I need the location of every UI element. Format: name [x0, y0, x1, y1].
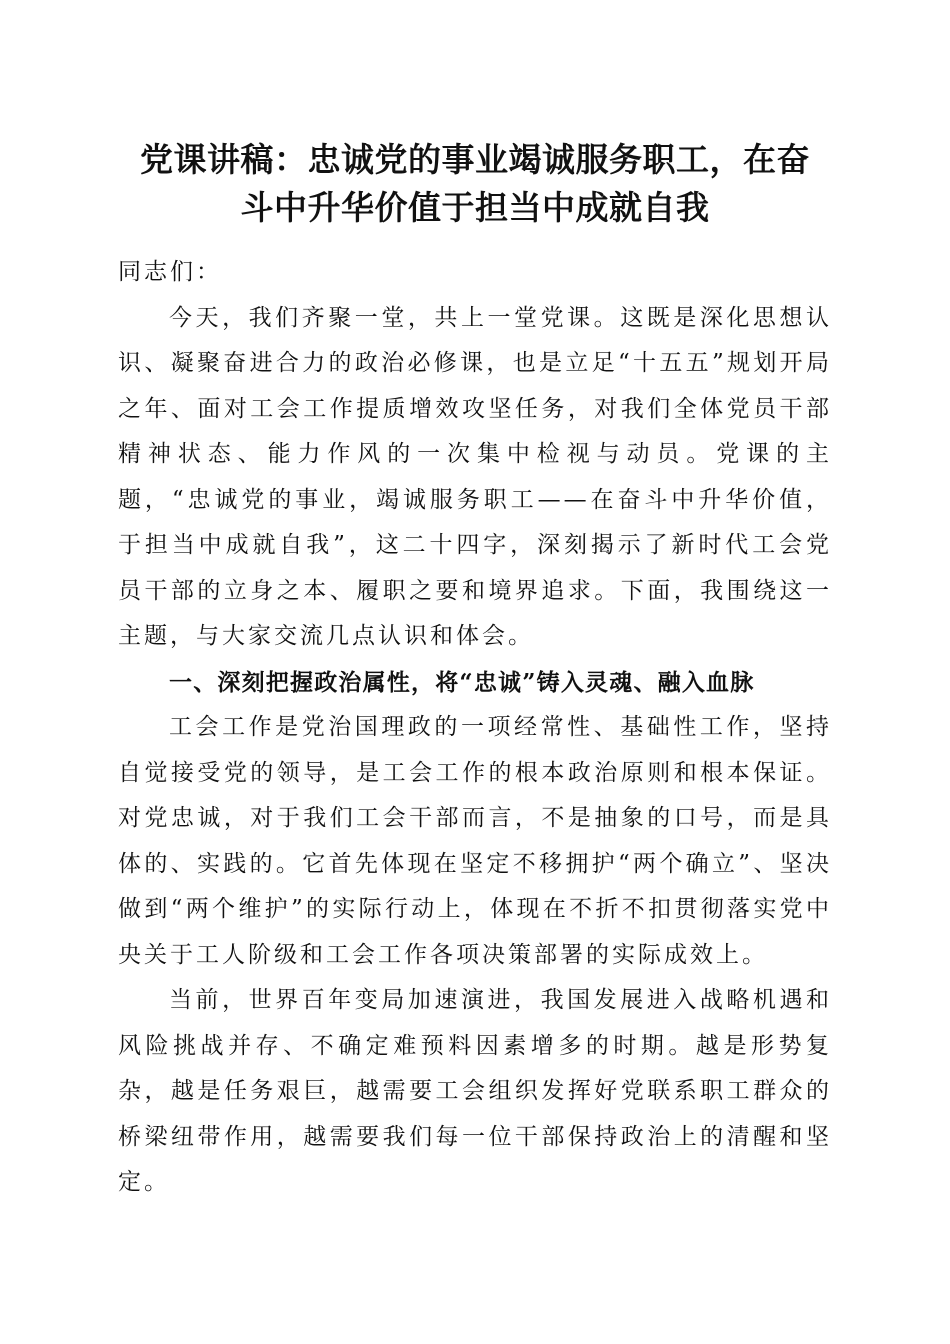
- title-line-2: 斗中升华价值于担当中成就自我: [240, 188, 710, 227]
- salutation: 同志们：: [118, 259, 222, 285]
- document-body: [118, 250, 832, 1206]
- section-heading-1: 一、深刻把握政治属性，将“忠诚”铸入灵魂、融入血脉: [169, 668, 755, 696]
- title-line-1: 党课讲稿：忠诚党的事业竭诚服务职工，在奋: [140, 140, 810, 179]
- section1-paragraph-1: 工会工作是党治国理政的一项经常性、基础性工作，坚持自觉接受党的领导，是工会工作的根本政治原则和根本保证。对党忠诚，对于我们工会干部而言，不是抽象的口号，而是具体的、实践的。它首先体现在坚定不移拥护“两个确立”、坚决做到“两个维护”的实际行动上，体现在不折不扣贯彻落实党中央关于工人阶级和工会工作各项决策部署的实际成效上。: [118, 714, 832, 968]
- document-title: [100, 136, 850, 232]
- section1-paragraph-2: 当前，世界百年变局加速演进，我国发展进入战略机遇和风险挑战并存、不确定难预料因素增多的时期。越是形势复杂，越是任务艰巨，越需要工会组织发挥好党联系职工群众的桥梁纽带作用，越需要我们每一位干部保持政治上的清醒和坚定。: [118, 987, 832, 1195]
- intro-paragraph: 今天，我们齐聚一堂，共上一堂党课。这既是深化思想认识、凝聚奋进合力的政治必修课，也是立足“十五五”规划开局之年、面对工会工作提质增效攻坚任务，对我们全体党员干部精神状态、能力作风的一次集中检视与动员。党课的主题，“忠诚党的事业，竭诚服务职工——在奋斗中升华价值，于担当中成就自我”，这二十四字，深刻揭示了新时代工会党员干部的立身之本、履职之要和境界追求。下面，我围绕这一主题，与大家交流几点认识和体会。: [118, 304, 832, 649]
